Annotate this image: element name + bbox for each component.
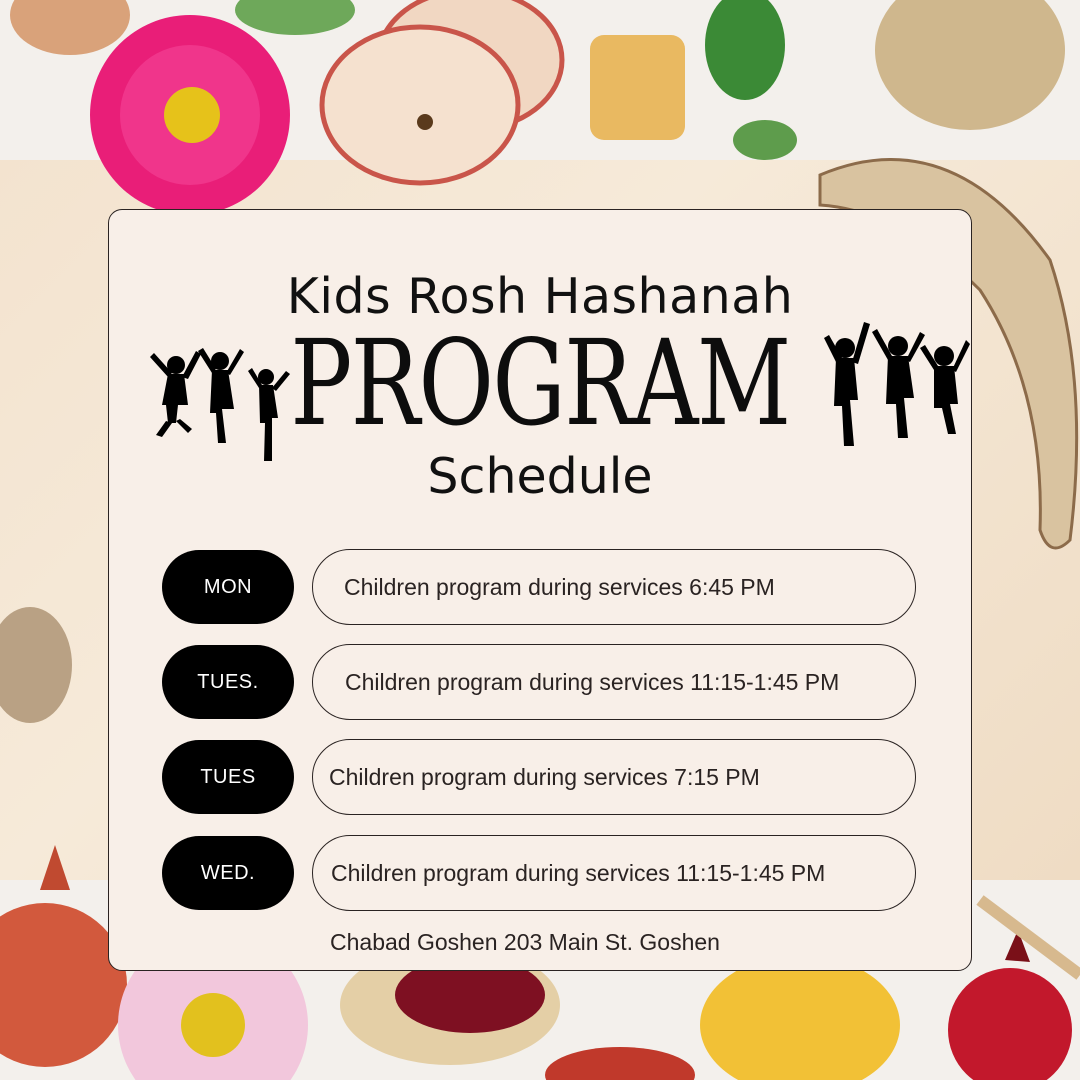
jumping-kids-left-icon	[148, 343, 298, 468]
page-title-line1: Kids Rosh Hashanah	[286, 268, 794, 325]
honey-jar-icon	[700, 955, 900, 1080]
pink-flower-icon	[90, 15, 290, 215]
day-pill-wed: WED.	[162, 836, 294, 910]
schedule-row	[162, 739, 918, 815]
apple-slice-icon	[322, 0, 562, 183]
schedule-row	[162, 549, 918, 625]
jumping-kids-right-icon	[820, 318, 970, 453]
day-pill-tues-evening: TUES	[162, 740, 294, 814]
stone-icon	[0, 607, 72, 723]
day-pill-mon: MON	[162, 550, 294, 624]
program-description: Children program during services 11:15-1:45 PM	[312, 644, 916, 720]
page-title-schedule: Schedule	[427, 448, 653, 505]
leaf-icon	[733, 120, 797, 160]
honey-dipper-icon	[980, 900, 1080, 975]
leaf-icon	[235, 0, 355, 35]
honeycomb-icon	[590, 35, 685, 140]
schedule-row	[162, 644, 918, 720]
leaf-icon	[705, 0, 785, 100]
burlap-bag-icon	[875, 0, 1065, 130]
page-title-program: PROGRAM	[290, 314, 790, 452]
day-pill-tues: TUES.	[162, 645, 294, 719]
program-description: Children program during services 7:15 PM	[312, 739, 916, 815]
apple-icon	[545, 1047, 695, 1080]
bowl-icon	[10, 0, 130, 55]
program-description: Children program during services 6:45 PM	[312, 549, 916, 625]
program-description: Children program during services 11:15-1:45 PM	[312, 835, 916, 911]
location-address: Chabad Goshen 203 Main St. Goshen	[330, 929, 720, 955]
schedule-row	[162, 835, 918, 911]
